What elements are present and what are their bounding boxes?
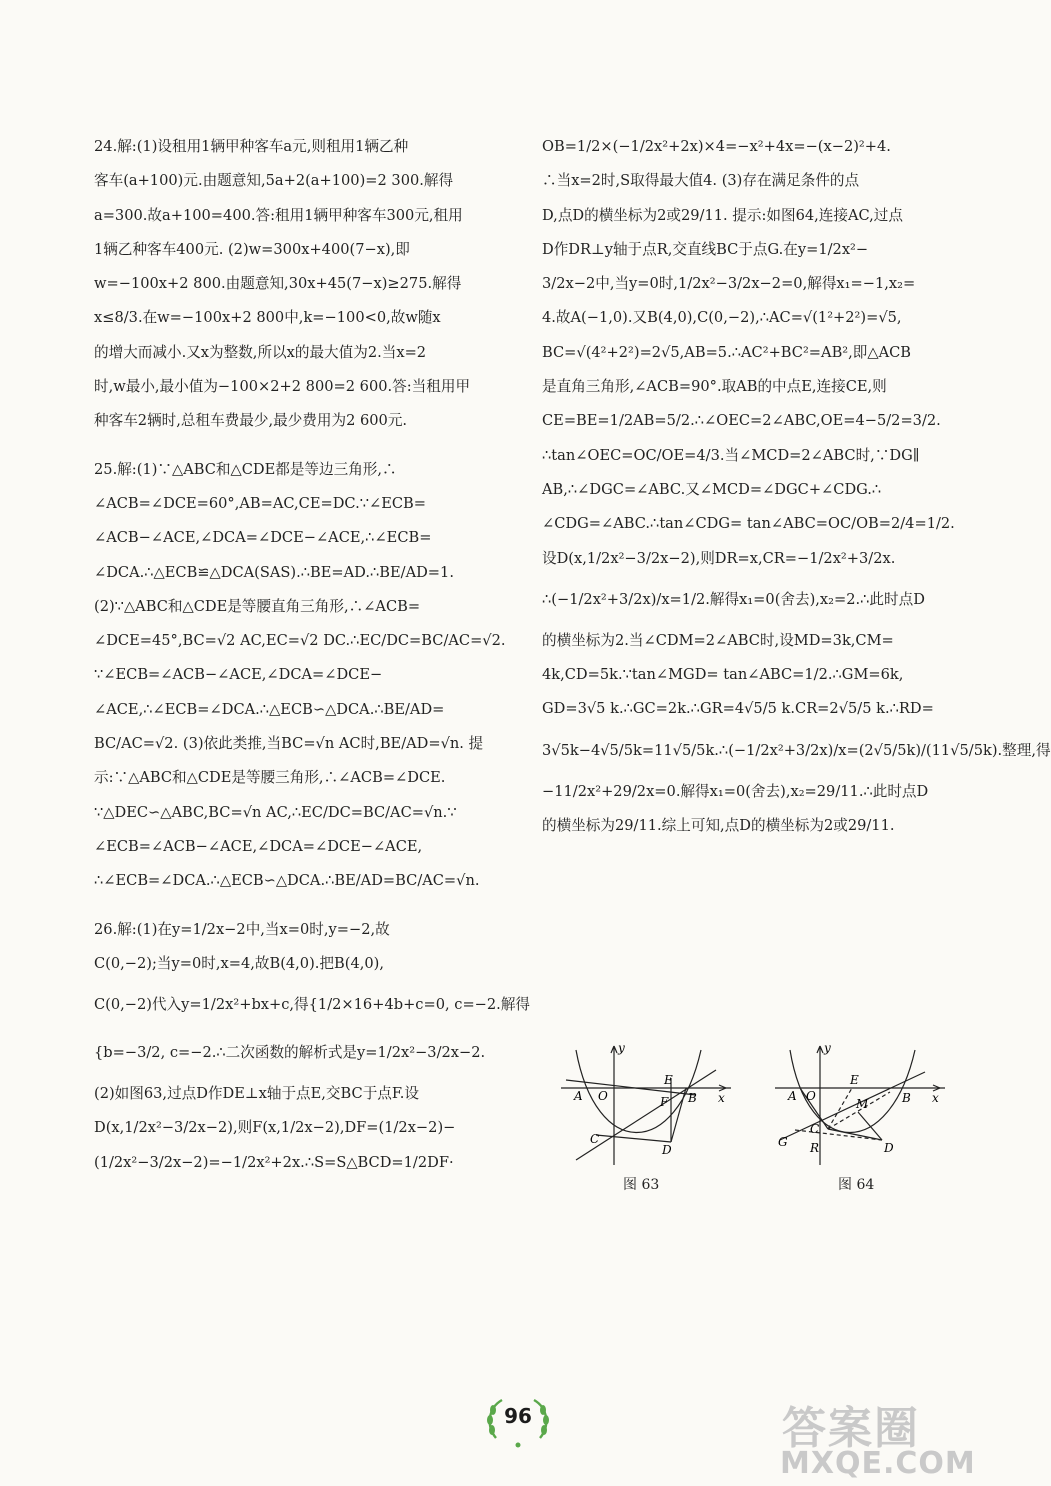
label-O: O — [806, 1089, 816, 1103]
text-line: ∵∠ECB=∠ACB−∠ACE,∠DCA=∠DCE− — [94, 666, 383, 684]
text-line: ∴当x=2时,S取得最大值4. (3)存在满足条件的点 — [542, 172, 860, 190]
text-line: 的横坐标为2.当∠CDM=2∠ABC时,设MD=3k,CM= — [542, 631, 894, 649]
text-line: ∠ACB=∠DCE=60°,AB=AC,CE=DC.∵∠ECB= — [94, 494, 427, 512]
label-A: A — [788, 1089, 797, 1103]
text-line: OB=1/2×(−1/2x²+2x)×4=−x²+4x=−(x−2)²+4. — [542, 138, 891, 155]
text-line: 3√5k−4√5/5k=11√5/5k.∴(−1/2x²+3/2x)/x=(2√5/5k)/(11√5/5k).整理,得 — [542, 741, 1051, 759]
label-R: R — [810, 1141, 820, 1155]
left-column — [94, 130, 531, 1180]
figure-63-caption: 图 63 — [623, 1177, 660, 1193]
text-line: BC/AC=√2. (3)依此类推,当BC=√n AC时,BE/AD=√n. 提 — [94, 735, 484, 753]
label-D: D — [662, 1143, 672, 1157]
text-line: 的增大而减小.又x为整数,所以x的最大值为2.当x=2 — [94, 343, 427, 361]
text-line: ∠ACE,∴∠ECB=∠DCA.∴△ECB∽△DCA.∴BE/AD= — [94, 700, 445, 718]
watermark-logo-text: 答案圈 — [782, 1403, 920, 1454]
text-line: 是直角三角形,∠ACB=90°.取AB的中点E,连接CE,则 — [542, 378, 887, 396]
label-C: C — [810, 1122, 820, 1136]
text-line: 1辆乙种客车400元. (2)w=300x+400(7−x),即 — [94, 240, 410, 258]
text-line: a=300.故a+100=400.答:租用1辆甲种客车300元,租用 — [94, 206, 463, 224]
text-line: ∵△DEC∽△ABC,BC=√n AC,∴EC/DC=BC/AC=√n.∵ — [94, 803, 457, 821]
text-line: 示:∵△ABC和△CDE是等腰三角形,∴∠ACB=∠DCE. — [94, 769, 446, 787]
text-line: 25.解:(1)∵△ABC和△CDE都是等边三角形,∴ — [94, 460, 397, 478]
text-line: GD=3√5 k.∴GC=2k.∴GR=4√5/5 k.CR=2√5/5 k.∴RD= — [542, 700, 934, 718]
figures — [548, 1040, 948, 1200]
text-line: 26.解:(1)在y=1/2x−2中,当x=0时,y=−2,故 — [94, 920, 390, 938]
text-line: CE=BE=1/2AB=5/2.∴∠OEC=2∠ABC,OE=4−5/2=3/2. — [542, 412, 941, 430]
text-line: ∠DCA.∴△ECB≌△DCA(SAS).∴BE=AD.∴BE/AD=1. — [94, 563, 454, 581]
right-column — [542, 130, 1051, 843]
watermark-site: MXQE.COM — [780, 1446, 976, 1481]
text-line: D,点D的横坐标为2或29/11. 提示:如图64,连接AC,过点 — [542, 206, 903, 224]
figure-64 — [770, 1040, 950, 1170]
text-line: ∴(−1/2x²+3/2x)/x=1/2.解得x₁=0(舍去),x₂=2.∴此时点D — [542, 590, 925, 608]
figure-63 — [556, 1040, 736, 1170]
page-number-badge — [482, 1390, 554, 1452]
text-line: D作DR⊥y轴于点R,交直线BC于点G.在y=1/2x²− — [542, 240, 869, 258]
label-y: y — [618, 1041, 625, 1055]
label-M: M — [856, 1097, 869, 1111]
text-line: C(0,−2);当y=0时,x=4,故B(4,0).把B(4,0), — [94, 954, 384, 972]
text-line: BC=√(4²+2²)=2√5,AB=5.∴AC²+BC²=AB²,即△ACB — [542, 343, 912, 361]
text-line: (1/2x²−3/2x−2)=−1/2x²+2x.∴S=S△BCD=1/2DF· — [94, 1153, 454, 1171]
text-line: −11/2x²+29/2x=0.解得x₁=0(舍去),x₂=29/11.∴此时点D — [542, 782, 929, 800]
text-line: 客车(a+100)元.由题意知,5a+2(a+100)=2 300.解得 — [94, 172, 454, 190]
text-line: ∠DCE=45°,BC=√2 AC,EC=√2 DC.∴EC/DC=BC/AC=√2. — [94, 632, 506, 650]
text-line: 时,w最小,最小值为−100×2+2 800=2 600.答:当租用甲 — [94, 378, 471, 396]
label-B: B — [688, 1091, 697, 1105]
text-line: ∠ACB−∠ACE,∠DCA=∠DCE−∠ACE,∴∠ECB= — [94, 529, 432, 547]
text-line: 3/2x−2中,当y=0时,1/2x²−3/2x−2=0,解得x₁=−1,x₂= — [542, 275, 916, 293]
label-x: x — [718, 1091, 725, 1105]
label-y: y — [824, 1041, 831, 1055]
label-A: A — [574, 1089, 583, 1103]
label-B: B — [902, 1091, 911, 1105]
label-O: O — [598, 1089, 608, 1103]
text-line: 设D(x,1/2x²−3/2x−2),则DR=x,CR=−1/2x²+3/2x. — [542, 549, 896, 567]
text-line: C(0,−2)代入y=1/2x²+bx+c,得{1/2×16+4b+c=0, c=−2.解得 — [94, 996, 531, 1014]
text-line: 24.解:(1)设租用1辆甲种客车a元,则租用1辆乙种 — [94, 138, 409, 155]
text-line: w=−100x+2 800.由题意知,30x+45(7−x)≥275.解得 — [94, 275, 462, 293]
label-E: E — [850, 1073, 859, 1087]
label-D: D — [884, 1141, 894, 1155]
text-line: ∴∠ECB=∠DCA.∴△ECB∽△DCA.∴BE/AD=BC/AC=√n. — [94, 872, 480, 890]
watermark — [760, 1392, 990, 1482]
text-line: 种客车2辆时,总租车费最少,最少费用为2 600元. — [94, 412, 408, 430]
text-line: ∴tan∠OEC=OC/OE=4/3.当∠MCD=2∠ABC时,∵DG∥ — [542, 446, 920, 464]
text-line: AB,∴∠DGC=∠ABC.又∠MCD=∠DGC+∠CDG.∴ — [542, 480, 882, 498]
text-line: ∠CDG=∠ABC.∴tan∠CDG= tan∠ABC=OC/OB=2/4=1/2. — [542, 515, 955, 533]
text-line: {b=−3/2, c=−2.∴二次函数的解析式是y=1/2x²−3/2x−2. — [94, 1044, 486, 1062]
text-line: 4k,CD=5k.∵tan∠MGD= tan∠ABC=1/2.∴GM=6k, — [542, 666, 904, 684]
text-line: D(x,1/2x²−3/2x−2),则F(x,1/2x−2),DF=(1/2x−2)− — [94, 1119, 456, 1137]
page-number: 96 — [504, 1404, 532, 1428]
label-x: x — [932, 1091, 939, 1105]
label-E: E — [664, 1073, 673, 1087]
label-G: G — [778, 1135, 788, 1149]
label-C: C — [590, 1132, 600, 1146]
text-line: ∠ECB=∠ACB−∠ACE,∠DCA=∠DCE−∠ACE, — [94, 837, 423, 855]
figure-64-caption: 图 64 — [838, 1177, 875, 1193]
label-F: F — [660, 1095, 669, 1109]
text-line: 的横坐标为29/11.综上可知,点D的横坐标为2或29/11. — [542, 817, 895, 835]
text-line: (2)∵△ABC和△CDE是等腰直角三角形,∴∠ACB= — [94, 597, 421, 615]
text-line: (2)如图63,过点D作DE⊥x轴于点E,交BC于点F.设 — [94, 1085, 419, 1103]
text-line: x≤8/3.在w=−100x+2 800中,k=−100<0,故w随x — [94, 309, 441, 327]
text-line: 4.故A(−1,0).又B(4,0),C(0,−2),∴AC=√(1²+2²)=√5, — [542, 309, 902, 327]
